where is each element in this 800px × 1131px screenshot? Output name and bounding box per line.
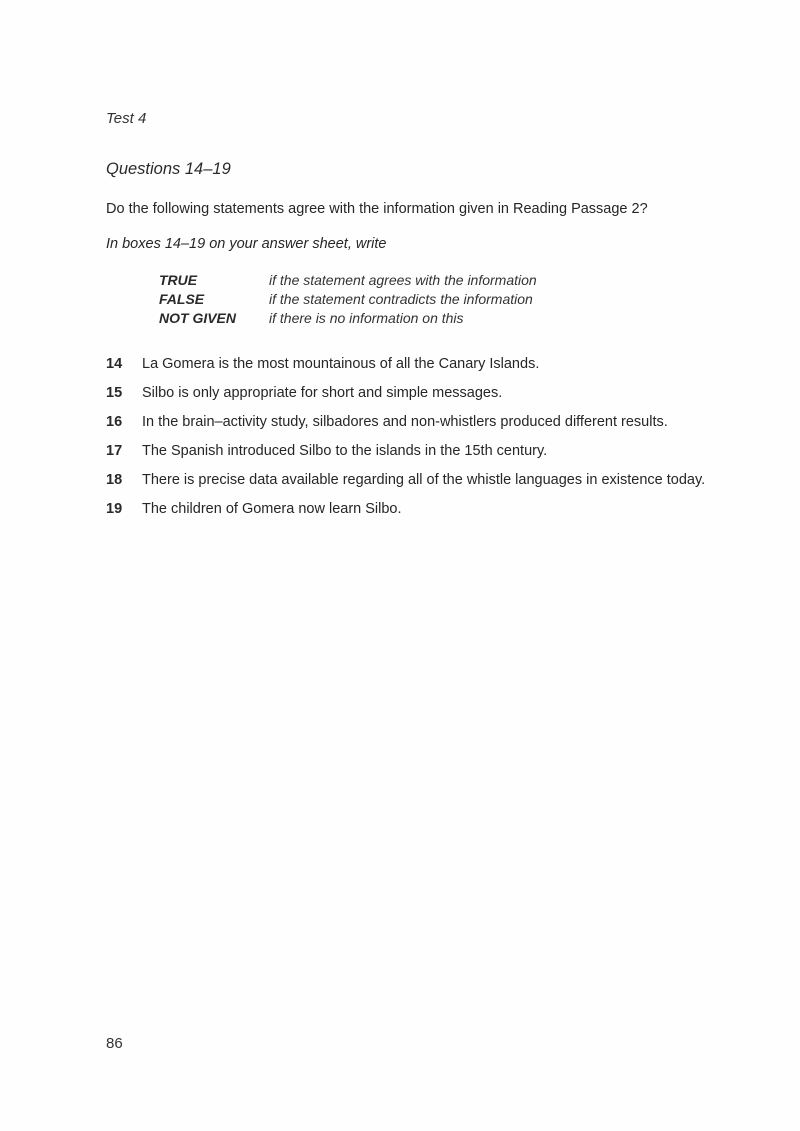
sub-instruction-text: In boxes 14–19 on your answer sheet, write xyxy=(106,236,387,252)
answer-key-definition: if the statement contradicts the information xyxy=(269,291,533,307)
running-head: Test 4 xyxy=(106,110,147,127)
question-text: The Spanish introduced Silbo to the islands in the 15th century. xyxy=(142,443,548,459)
question-number: 18 xyxy=(106,472,123,488)
question-text: The children of Gomera now learn Silbo. xyxy=(142,501,402,517)
answer-key-term: FALSE xyxy=(159,291,205,307)
section-title: Questions 14–19 xyxy=(106,160,231,178)
answer-key-row xyxy=(159,271,537,290)
question-item xyxy=(106,500,746,519)
answer-key-term: NOT GIVEN xyxy=(159,310,237,326)
question-number: 17 xyxy=(106,443,123,459)
question-item xyxy=(106,355,746,374)
question-number: 15 xyxy=(106,385,123,401)
question-number: 14 xyxy=(106,356,123,372)
question-text: La Gomera is the most mountainous of all the Canary Islands. xyxy=(142,356,540,372)
question-item xyxy=(106,471,746,490)
question-item xyxy=(106,413,746,432)
question-text: Silbo is only appropriate for short and simple messages. xyxy=(142,385,503,401)
answer-key-table xyxy=(159,271,537,328)
page-number: 86 xyxy=(106,1035,123,1052)
question-item xyxy=(106,384,746,403)
answer-key-row xyxy=(159,309,537,328)
answer-key-term: TRUE xyxy=(159,272,198,288)
question-number: 16 xyxy=(106,414,123,430)
question-text: In the brain–activity study, silbadores and non-whistlers produced different results. xyxy=(142,414,668,430)
question-number: 19 xyxy=(106,501,123,517)
answer-key-definition: if the statement agrees with the information xyxy=(269,272,537,288)
instruction-text: Do the following statements agree with the information given in Reading Passage 2? xyxy=(106,201,648,217)
question-list xyxy=(106,355,746,529)
question-item xyxy=(106,442,746,461)
answer-key-row xyxy=(159,290,537,309)
answer-key-definition: if there is no information on this xyxy=(269,310,464,326)
question-text: There is precise data available regarding all of the whistle languages in existence today. xyxy=(142,472,706,488)
